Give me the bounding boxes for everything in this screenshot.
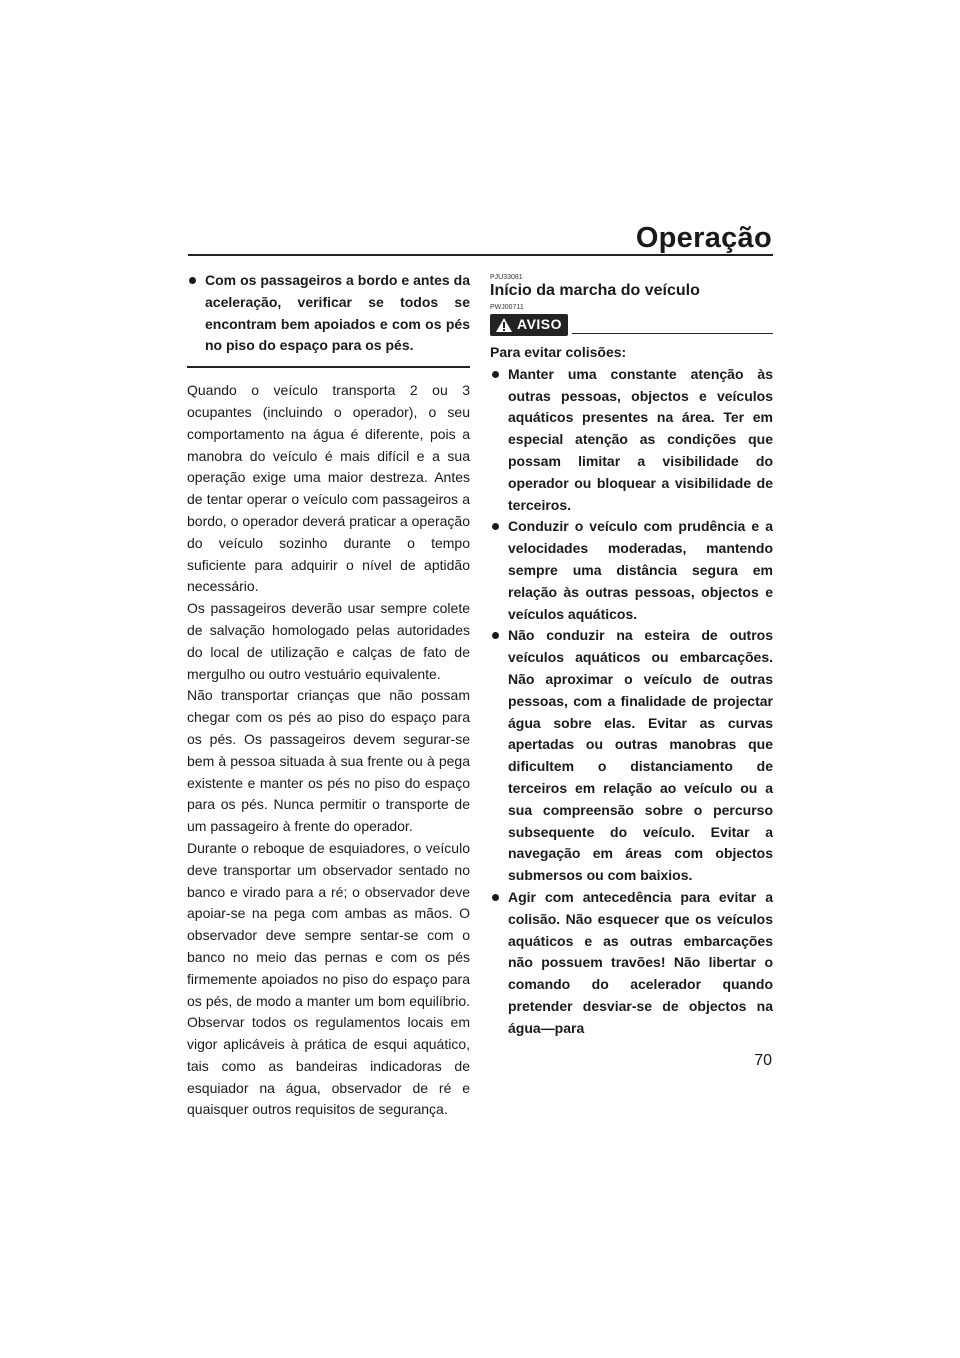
bullet-dot-icon (189, 277, 196, 284)
list-item-text: Conduzir o veículo com prudência e a velocidades moderadas, mantendo sempre uma distância segura em relação às outras pessoas, objectos e veículos aquáticos. (508, 518, 773, 622)
page-number: 70 (754, 1052, 772, 1069)
paragraph: Não transportar crianças que não possam chegar com os pés ao piso do espaço para os pés. Os passageiros devem segurar-se bem à pessoa situada à sua frente ou à pega existente e manter os pés no piso do espaço para os pés. Nunca permitir o transporte de um passageiro à frente do operador. (187, 687, 470, 835)
page-title: Operação (635, 222, 772, 254)
warning-rule (572, 333, 773, 334)
warning-intro: Para evitar colisões: (490, 344, 627, 360)
list-item (490, 364, 773, 517)
bullet-dot-icon (492, 371, 499, 378)
list-item-text: Não conduzir na esteira de outros veículos aquáticos ou embarcações. Não aproximar o veículo de outras pessoas, com a finalidade de projectar água sobre elas. Evitar as curvas apertadas ou outras manobras que dificultem o distanciamento de terceiros em relação ao veículo ou a sua compreensão sobre o percurso subsequente do veículo. Evitar a navegação em áreas com objectos submersos ou com baixios. (508, 627, 773, 884)
warning-code: PWJ00711 (490, 304, 524, 311)
note-bullet-text: Com os passageiros a bordo e antes da aceleração, verificar se todos se encontram bem apoiados e com os pés no piso do espaço para os pés. (205, 272, 470, 354)
section-code: PJU33081 (490, 274, 523, 281)
warning-badge (490, 314, 568, 336)
list-item-text: Agir com antecedência para evitar a colisão. Não esquecer que os veículos aquáticos e as outras embarcações não possuem travões! Não libertar o comando do acelerador quando pretender desviar-se de objectos na água—para (508, 888, 773, 1036)
list-item (490, 625, 773, 887)
bullet-dot-icon (492, 632, 499, 639)
warning-label: AVISO (517, 316, 563, 333)
bullet-dot-icon (492, 523, 499, 530)
bullet-dot-icon (492, 894, 499, 901)
paragraph: Quando o veículo transporta 2 ou 3 ocupantes (incluindo o operador), o seu comportamento na água é diferente, pois a manobra do veículo é mais difícil e a sua operação exige uma maior destreza. Antes de tentar operar o veículo com passageiros a bordo, o operador deverá praticar a operação do veículo sozinho durante o tempo suficiente para adquirir o nível de aptidão necessário. (187, 382, 470, 595)
right-column (490, 270, 773, 1040)
header-rule (188, 254, 773, 256)
left-column (187, 270, 470, 1121)
note-bullet (187, 270, 470, 357)
list-item-text: Manter uma constante atenção às outras pessoas, objectos e veículos aquáticos presentes na área. Ter em especial atenção as condições que possam limitar a visibilidade do operador ou bloquear a visibilidade de terceiros. (508, 365, 773, 513)
warning-header (490, 314, 773, 336)
section-title: Início da marcha do veículo (490, 282, 700, 299)
list-item (490, 887, 773, 1040)
warning-triangle-icon (495, 317, 513, 333)
list-item (490, 516, 773, 625)
paragraph: Durante o reboque de esquiadores, o veículo deve transportar um observador sentado no banco e virado para a ré; o observador deve apoiar-se na pega com ambas as mãos. O observador deve sempre sentar-se com o banco no meio das pernas e com os pés firmemente apoiados no piso do espaço para os pés, de modo a manter um bom equilíbrio. Observar todos os regulamentos locais em vigor aplicáveis à prática de esqui aquático, tais como as bandeiras indicadoras de esquiador na água, observador de ré e quaisquer outros requisitos de segurança. (187, 839, 470, 1118)
paragraph: Os passageiros deverão usar sempre colete de salvação homologado pelas autoridades do local de utilização e calças de fato de mergulho ou outro vestuário equivalente. (187, 600, 470, 682)
note-end-rule (187, 366, 470, 368)
